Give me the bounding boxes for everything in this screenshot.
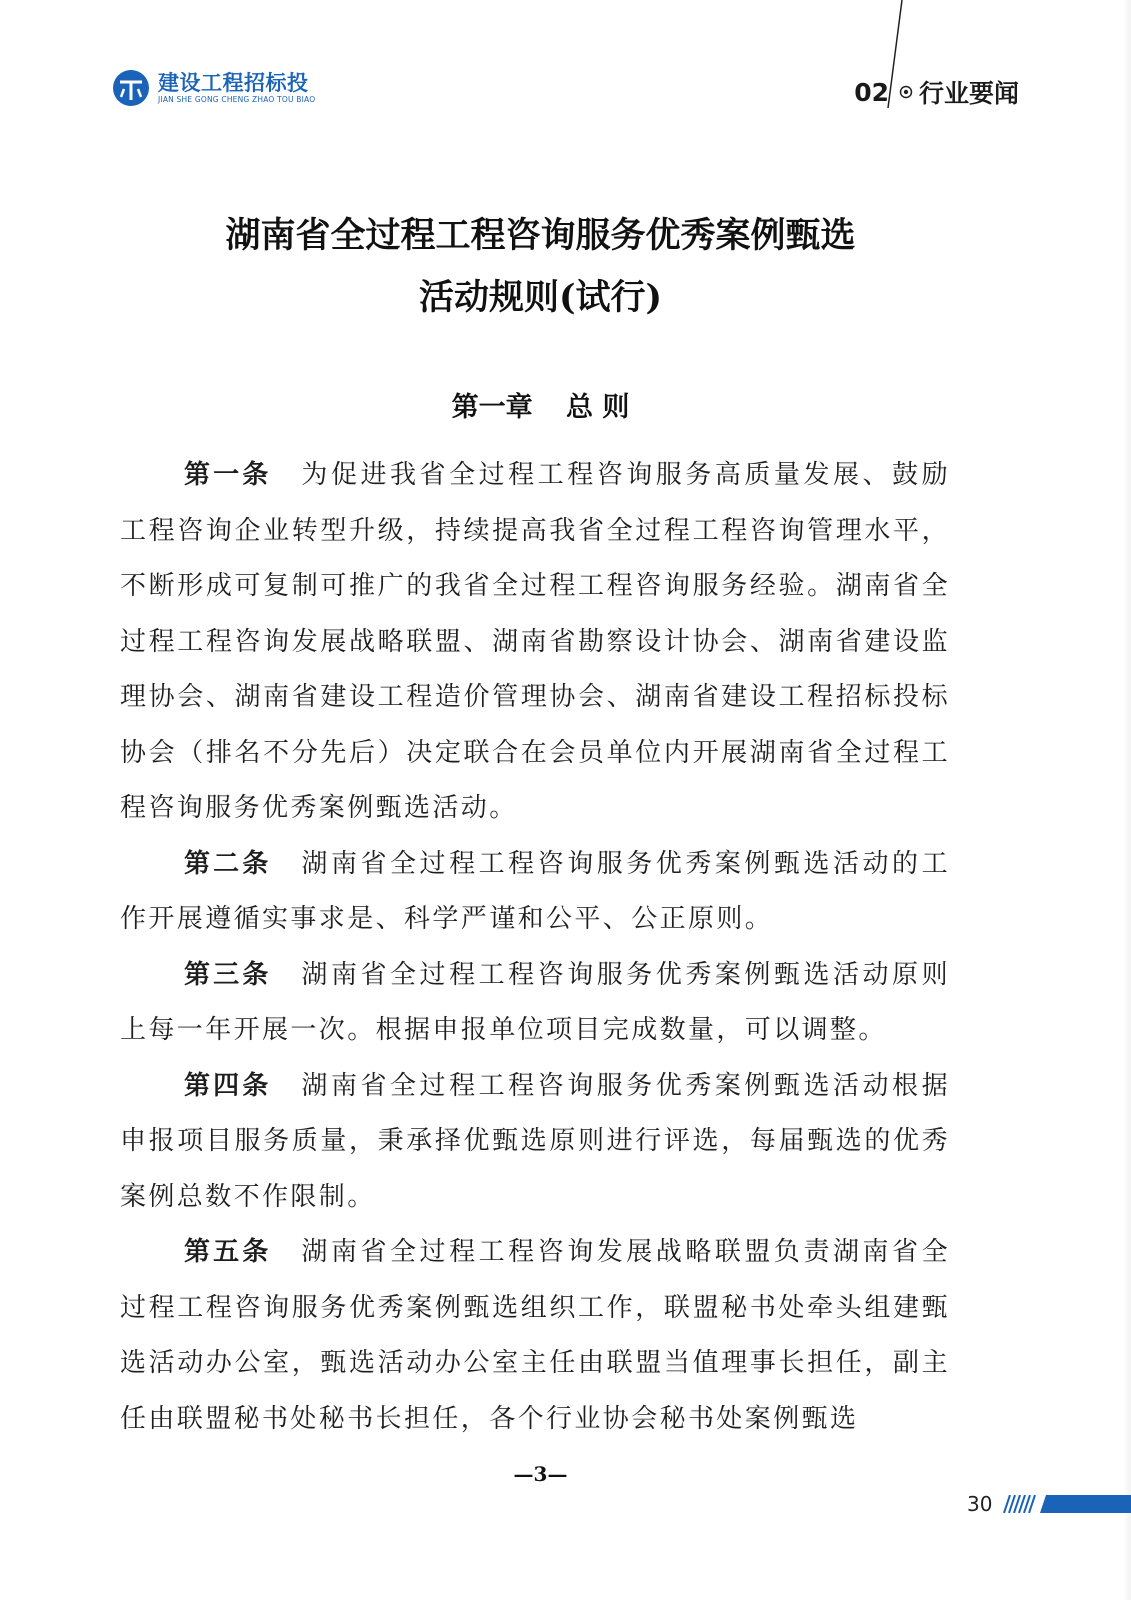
article-label: 第五条 bbox=[184, 1237, 272, 1267]
logo-emblem-icon bbox=[112, 69, 150, 107]
article-text: 湖南省全过程工程咨询发展战略联盟负责湖南省全过程工程咨询服务优秀案例甄选组织工作，联盟秘书处牵头组建甄选活动办公室，甄选活动办公室主任由联盟当值理事长担任，副主任由联盟秘书处秘书长担任，各个行业协会秘书处案例甄选 bbox=[120, 1237, 950, 1434]
article-paragraph bbox=[120, 1059, 950, 1226]
article-text: 为促进我省全过程工程咨询服务高质量发展、鼓励工程咨询企业转型升级，持续提高我省全过程工程咨询管理水平，不断形成可复制可推广的我省全过程工程咨询服务经验。湖南省全过程工程咨询发展战略联盟、湖南省勘察设计协会、湖南省建设监理协会、湖南省建设工程造价管理协会、湖南省建设工程招标投标协会（排名不分先后）决定联合在会员单位内开展湖南省全过程工程咨询服务优秀案例甄选活动。 bbox=[120, 460, 950, 823]
document-body bbox=[120, 448, 950, 1447]
magazine-logo bbox=[112, 68, 315, 108]
document-title-line-1: 湖南省全过程工程咨询服务优秀案例甄选 bbox=[225, 215, 856, 256]
article-label: 第四条 bbox=[184, 1070, 272, 1101]
page-edge bbox=[1123, 0, 1131, 1600]
article-paragraph bbox=[120, 448, 950, 837]
chapter-heading bbox=[0, 385, 1081, 424]
article-paragraph bbox=[120, 1225, 950, 1447]
section-title: 行业要闻 bbox=[918, 79, 1019, 108]
article-label: 第三条 bbox=[184, 959, 272, 990]
document-page-number: —3— bbox=[513, 1462, 568, 1486]
page-stripe-bar bbox=[998, 1495, 1131, 1513]
document-title-line-2: 活动规则(试行) bbox=[418, 277, 663, 318]
article-label: 第二条 bbox=[184, 848, 272, 879]
section-tag bbox=[854, 74, 1019, 110]
article-text: 湖南省全过程工程咨询服务优秀案例甄选活动的工作开展遵循实事求是、科学严谨和公平、公正原则。 bbox=[120, 848, 950, 934]
logo-pinyin-text: JIAN SHE GONG CHENG ZHAO TOU BIAO bbox=[158, 95, 316, 104]
article-label: 第一条 bbox=[184, 460, 272, 490]
article-paragraph bbox=[120, 837, 950, 948]
article-paragraph bbox=[120, 948, 950, 1059]
chapter-name: 总 则 bbox=[566, 392, 630, 423]
article-text: 湖南省全过程工程咨询服务优秀案例甄选活动原则上每一年开展一次。根据申报单位项目完成数量，可以调整。 bbox=[120, 959, 950, 1045]
magazine-page-number: 30 bbox=[967, 1492, 993, 1516]
logo-chinese-text: 建设工程招标投 bbox=[158, 71, 309, 95]
article-text: 湖南省全过程工程咨询服务优秀案例甄选活动根据申报项目服务质量，秉承择优甄选原则进行评选，每届甄选的优秀案例总数不作限制。 bbox=[120, 1070, 950, 1212]
section-number: 02 bbox=[854, 77, 889, 107]
chapter-number: 第一章 bbox=[451, 392, 533, 423]
target-dot-icon bbox=[899, 85, 913, 99]
